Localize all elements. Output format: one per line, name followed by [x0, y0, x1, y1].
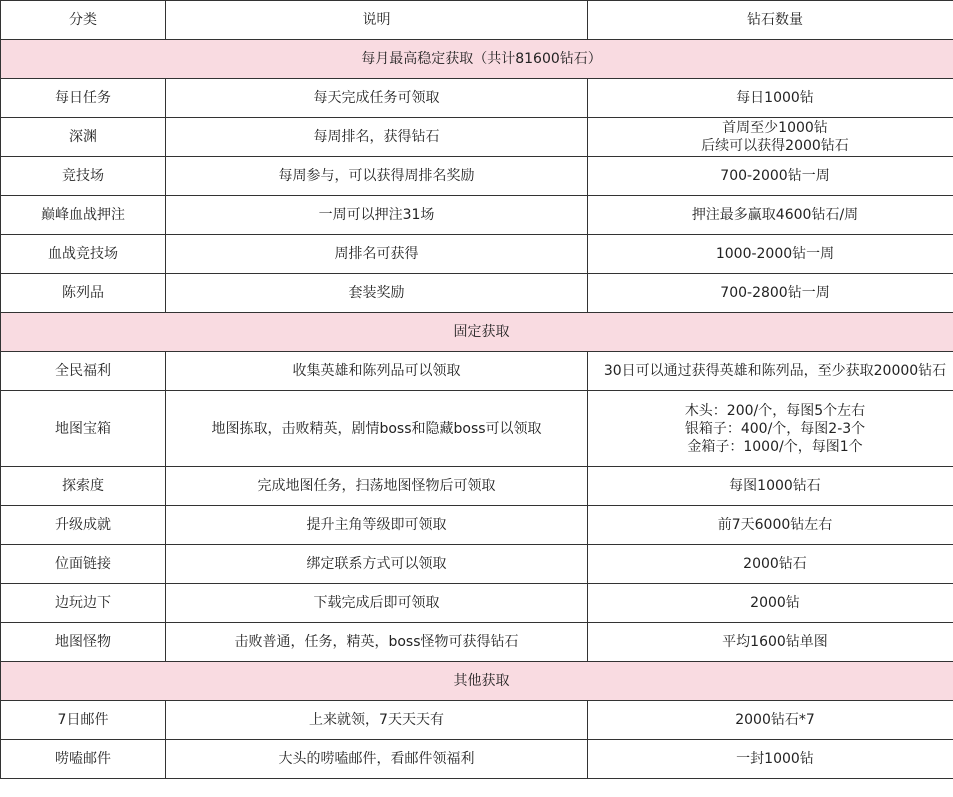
table-row: [1, 545, 953, 584]
amount-line: 押注最多赢取4600钻石/周: [691, 207, 859, 223]
diamond-amount-cell: [588, 545, 953, 584]
diamond-amount-cell: [588, 584, 953, 623]
diamond-amount-cell: [588, 352, 953, 391]
description-cell: 收集英雄和陈列品可以领取: [166, 352, 588, 391]
description-cell: 每周参与，可以获得周排名奖励: [166, 157, 588, 196]
table-row: [1, 506, 953, 545]
section-title: 每月最高稳定获取（共计81600钻石）: [1, 40, 953, 79]
category-cell: 地图宝箱: [1, 391, 166, 467]
category-cell: 每日任务: [1, 79, 166, 118]
header-diamond-amount: 钻石数量: [588, 1, 953, 40]
diamond-amount-cell: [588, 391, 953, 467]
description-cell: 击败普通，任务，精英，boss怪物可获得钻石: [166, 623, 588, 662]
category-cell: 地图怪物: [1, 623, 166, 662]
amount-line: 1000-2000钻一周: [715, 246, 835, 262]
diamond-amount-cell: [588, 196, 953, 235]
category-cell: 深渊: [1, 118, 166, 157]
amount-line: 每图1000钻石: [729, 478, 821, 494]
diamond-amount-cell: [588, 623, 953, 662]
section-header-row: [1, 662, 953, 701]
table-row: [1, 352, 953, 391]
amount-line: 前7天6000钻左右: [717, 517, 833, 533]
diamond-amount-cell: [588, 701, 953, 740]
category-cell: 巅峰血战押注: [1, 196, 166, 235]
diamond-amount-cell: [588, 79, 953, 118]
table-row: [1, 157, 953, 196]
amount-line: 平均1600钻单图: [722, 634, 828, 650]
table-row: [1, 274, 953, 313]
description-cell: 完成地图任务，扫荡地图怪物后可领取: [166, 467, 588, 506]
description-cell: 地图拣取，击败精英，剧情boss和隐藏boss可以领取: [166, 391, 588, 467]
category-cell: 升级成就: [1, 506, 166, 545]
description-cell: 上来就领，7天天天有: [166, 701, 588, 740]
amount-line: 银箱子：400/个，每图2-3个: [684, 420, 866, 437]
category-cell: 唠嗑邮件: [1, 740, 166, 779]
description-cell: 每周排名，获得钻石: [166, 118, 588, 157]
category-cell: 探索度: [1, 467, 166, 506]
description-cell: 大头的唠嗑邮件，看邮件领福利: [166, 740, 588, 779]
category-cell: 7日邮件: [1, 701, 166, 740]
table-row: [1, 623, 953, 662]
header-category: 分类: [1, 1, 166, 40]
description-cell: 每天完成任务可领取: [166, 79, 588, 118]
table-row: [1, 196, 953, 235]
diamond-amount-cell: [588, 118, 953, 157]
amount-line: 一封1000钻: [736, 751, 814, 767]
amount-line: 每日1000钻: [736, 90, 814, 106]
section-header-row: [1, 313, 953, 352]
table-row: [1, 467, 953, 506]
diamond-amount-cell: [588, 467, 953, 506]
table-row: [1, 584, 953, 623]
table-header-row: [1, 1, 953, 40]
amount-line: 30日可以通过获得英雄和陈列品，至少获取20000钻石: [603, 363, 947, 379]
amount-line: 2000钻石: [743, 556, 807, 572]
description-cell: 绑定联系方式可以领取: [166, 545, 588, 584]
diamond-amount-cell: [588, 157, 953, 196]
table-body: [1, 40, 953, 779]
category-cell: 位面链接: [1, 545, 166, 584]
table-row: [1, 391, 953, 467]
amount-line: 2000钻石*7: [735, 712, 815, 728]
diamond-amount-cell: [588, 274, 953, 313]
diamond-amount-cell: [588, 235, 953, 274]
description-cell: 提升主角等级即可领取: [166, 506, 588, 545]
section-title: 固定获取: [1, 313, 953, 352]
amount-line: 首周至少1000钻: [722, 120, 828, 136]
amount-line: 金箱子：1000/个，每图1个: [687, 438, 863, 455]
header-description: 说明: [166, 1, 588, 40]
amount-line: 2000钻: [750, 595, 800, 611]
category-cell: 陈列品: [1, 274, 166, 313]
description-cell: 一周可以押注31场: [166, 196, 588, 235]
table-row: [1, 118, 953, 157]
amount-line: 木头：200/个，每图5个左右: [684, 402, 866, 419]
table-row: [1, 740, 953, 779]
description-cell: 周排名可获得: [166, 235, 588, 274]
section-header-row: [1, 40, 953, 79]
category-cell: 全民福利: [1, 352, 166, 391]
table-row: [1, 79, 953, 118]
category-cell: 血战竞技场: [1, 235, 166, 274]
category-cell: 竞技场: [1, 157, 166, 196]
diamond-amount-cell: [588, 506, 953, 545]
amount-line: 700-2000钻一周: [720, 168, 830, 184]
section-title: 其他获取: [1, 662, 953, 701]
category-cell: 边玩边下: [1, 584, 166, 623]
description-cell: 下载完成后即可领取: [166, 584, 588, 623]
table-row: [1, 235, 953, 274]
description-cell: 套装奖励: [166, 274, 588, 313]
amount-line: 后续可以获得2000钻石: [701, 138, 849, 154]
amount-line: 700-2800钻一周: [720, 285, 830, 301]
table-row: [1, 701, 953, 740]
diamond-amount-cell: [588, 740, 953, 779]
